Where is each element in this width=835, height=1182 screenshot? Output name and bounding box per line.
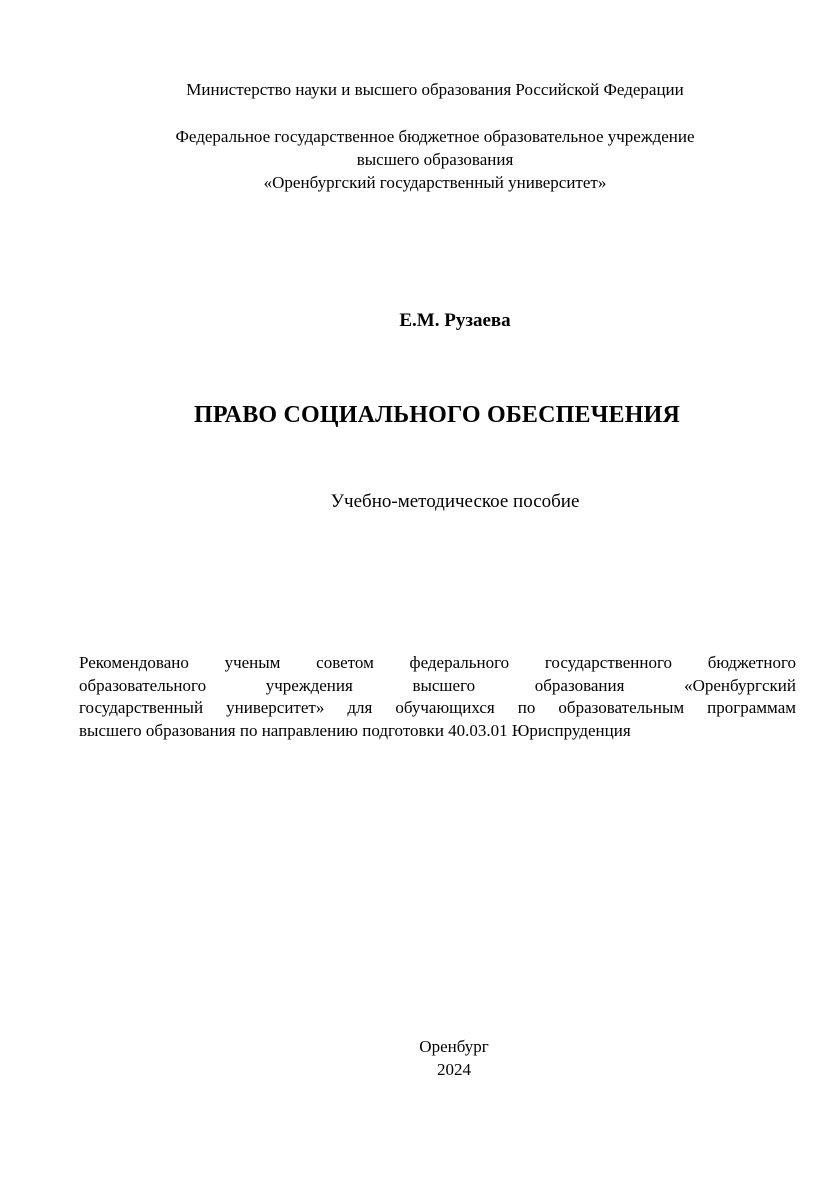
author-name: Е.М. Рузаева: [399, 310, 511, 331]
document-subtitle: Учебно-методическое пособие: [330, 491, 580, 512]
recommendation-line-1: Рекомендовано ученым советом федерального государственного бюджетного: [79, 653, 796, 672]
recommendation-line-2: образовательного учреждения высшего образования «Оренбургский: [79, 675, 796, 695]
institution-name-line-2: высшего образования: [356, 150, 514, 169]
document-title: ПРАВО СОЦИАЛЬНОГО ОБЕСПЕЧЕНИЯ: [194, 402, 680, 428]
recommendation-paragraph: [79, 652, 796, 742]
institution-name-line-1: Федеральное государственное бюджетное образовательное учреждение: [175, 127, 695, 146]
recommendation-line-4: высшего образования по направлению подготовки 40.03.01 Юриспруденция: [79, 720, 631, 740]
publication-city: Оренбург: [419, 1037, 489, 1056]
recommendation-line-3: государственный университет» для обучающихся по образовательным программам: [79, 698, 796, 717]
institution-name-line-3: «Оренбургский государственный университет»: [263, 173, 607, 192]
publication-year: 2024: [437, 1060, 471, 1079]
ministry-name: Министерство науки и высшего образования Российской Федерации: [186, 80, 684, 99]
